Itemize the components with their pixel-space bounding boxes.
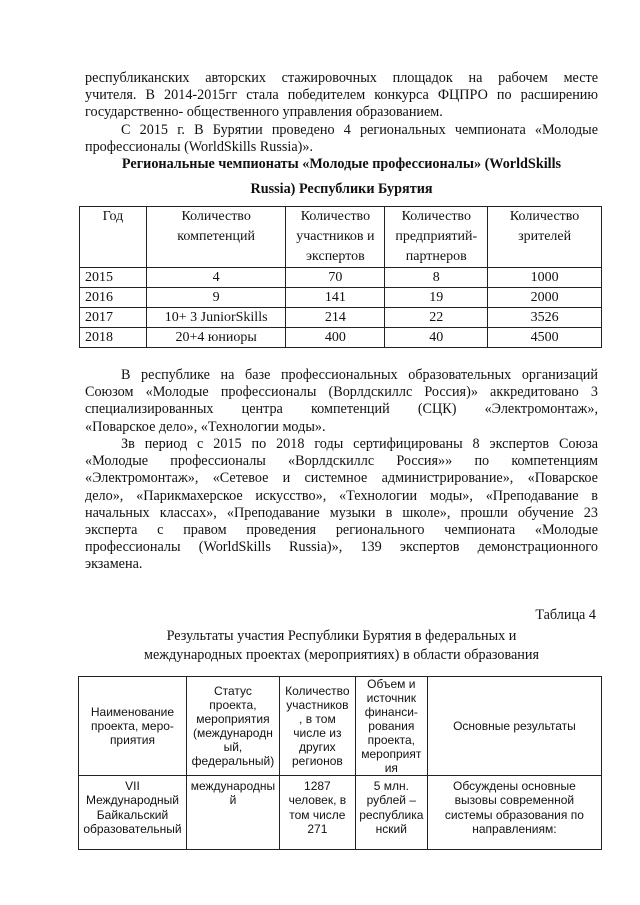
header-funding: Объем и источник финанси- рования проекта, мероприят ия xyxy=(355,677,427,776)
cell: 2015 xyxy=(80,268,147,288)
cell: 40 xyxy=(385,328,488,348)
paragraph-2 xyxy=(85,122,598,156)
cell: 9 xyxy=(146,288,286,308)
cell: 22 xyxy=(385,308,488,328)
cell-project-name: VII Международный Байкальский образовательный xyxy=(79,776,187,850)
cell: 214 xyxy=(286,308,385,328)
cell: 19 xyxy=(385,288,488,308)
paragraph-1 xyxy=(85,70,598,122)
cell: 70 xyxy=(286,268,385,288)
table-row xyxy=(80,268,602,288)
cell: 4 xyxy=(146,268,286,288)
header-participants: Количество участников и экспертов xyxy=(286,207,385,268)
text-line: «Поварское дело», «Технологии моды». xyxy=(85,418,326,435)
table-label: Таблица 4 xyxy=(535,607,596,623)
text-line: профессионалы (WorldSkills Russia)», 139 экспертов демонстрационного xyxy=(85,539,598,556)
text-line: специализированных центра компетенций (СЦК) «Электромонтаж», xyxy=(85,401,598,418)
text-line: Зв период с 2015 по 2018 годы сертифицированы 8 экспертов Союза xyxy=(121,436,598,452)
paragraph-4 xyxy=(85,436,598,574)
cell-status: международны й xyxy=(186,776,279,850)
text-line: «Электромонтаж», «Сетевое и системное администрирование», «Поварское xyxy=(85,470,598,487)
table2-title-line2: международных проектах (мероприятиях) в области образования xyxy=(143,647,540,663)
text-line: «Молодые профессионалы «Ворлдскиллс Россия»» по компетенциям xyxy=(85,453,598,470)
cell: 2018 xyxy=(80,328,147,348)
header-project-name: Наименование проекта, меро- приятия xyxy=(79,677,187,776)
cell: 2017 xyxy=(80,308,147,328)
table1-title-line2: Russia) Республики Бурятия xyxy=(250,181,433,197)
text-line: эксперта с правом проведения регионального чемпионата «Молодые xyxy=(85,522,598,539)
table-row xyxy=(80,308,602,328)
text-line: В республике на базе профессиональных образовательных организаций xyxy=(121,367,598,383)
table2-title-line1: Результаты участия Республики Бурятия в федеральных и xyxy=(166,628,517,644)
table-row xyxy=(80,328,602,348)
table-header-row xyxy=(80,207,602,268)
header-status: Статус проекта, мероприятия (международн ый, федеральный) xyxy=(186,677,279,776)
table-row xyxy=(80,288,602,308)
cell: 3526 xyxy=(488,308,602,328)
text-line: Союзом «Молодые профессионалы (Ворлдскиллс Россия)» аккредитовано 3 xyxy=(85,384,598,401)
cell: 4500 xyxy=(488,328,602,348)
header-competencies: Количество компетенций xyxy=(146,207,286,268)
text-line: С 2015 г. В Бурятии проведено 4 региональных чемпионата «Молодые xyxy=(121,122,598,138)
text-line: начальных классах», «Преподавание музыки в школе», прошли обучение 23 xyxy=(85,504,598,521)
table-row xyxy=(79,776,602,850)
text-line: учителя. В 2014-2015гг стала победителем конкурса ФЦПРО по расширению xyxy=(85,87,598,104)
cell: 2000 xyxy=(488,288,602,308)
cell-participants: 1287 человек, в том числе 271 xyxy=(279,776,355,850)
cell: 2016 xyxy=(80,288,147,308)
cell: 400 xyxy=(286,328,385,348)
cell: 141 xyxy=(286,288,385,308)
header-spectators: Количество зрителей xyxy=(488,207,602,268)
cell-funding: 5 млн. рублей – республика нский xyxy=(355,776,427,850)
table-header-row xyxy=(79,677,602,776)
projects-table xyxy=(78,676,602,850)
cell: 20+4 юниоры xyxy=(146,328,286,348)
header-year: Год xyxy=(80,207,147,268)
table1-title-line1: Региональные чемпионаты «Молодые профессионалы» (WorldSkills xyxy=(121,156,562,172)
paragraph-3 xyxy=(85,367,598,436)
cell: 1000 xyxy=(488,268,602,288)
text-line: профессионалы (WorldSkills Russia)». xyxy=(85,139,313,156)
championships-table xyxy=(79,206,602,348)
cell: 8 xyxy=(385,268,488,288)
cell-results: Обсуждены основные вызовы современной системы образования по направлениям: xyxy=(427,776,601,850)
header-partners: Количество предприятий- партнеров xyxy=(385,207,488,268)
cell: 10+ 3 JuniorSkills xyxy=(146,308,286,328)
header-results: Основные результаты xyxy=(427,677,601,776)
text-line: государственно- общественного управления образованием. xyxy=(85,104,443,121)
header-participants-count: Количество участников , в том числе из других регионов xyxy=(279,677,355,776)
text-line: республиканских авторских стажировочных площадок на рабочем месте xyxy=(85,70,598,86)
text-line: дело», «Парикмахерское искусство», «Технологии моды», «Преподавание в xyxy=(85,487,598,504)
text-line: экзамена. xyxy=(85,556,143,573)
